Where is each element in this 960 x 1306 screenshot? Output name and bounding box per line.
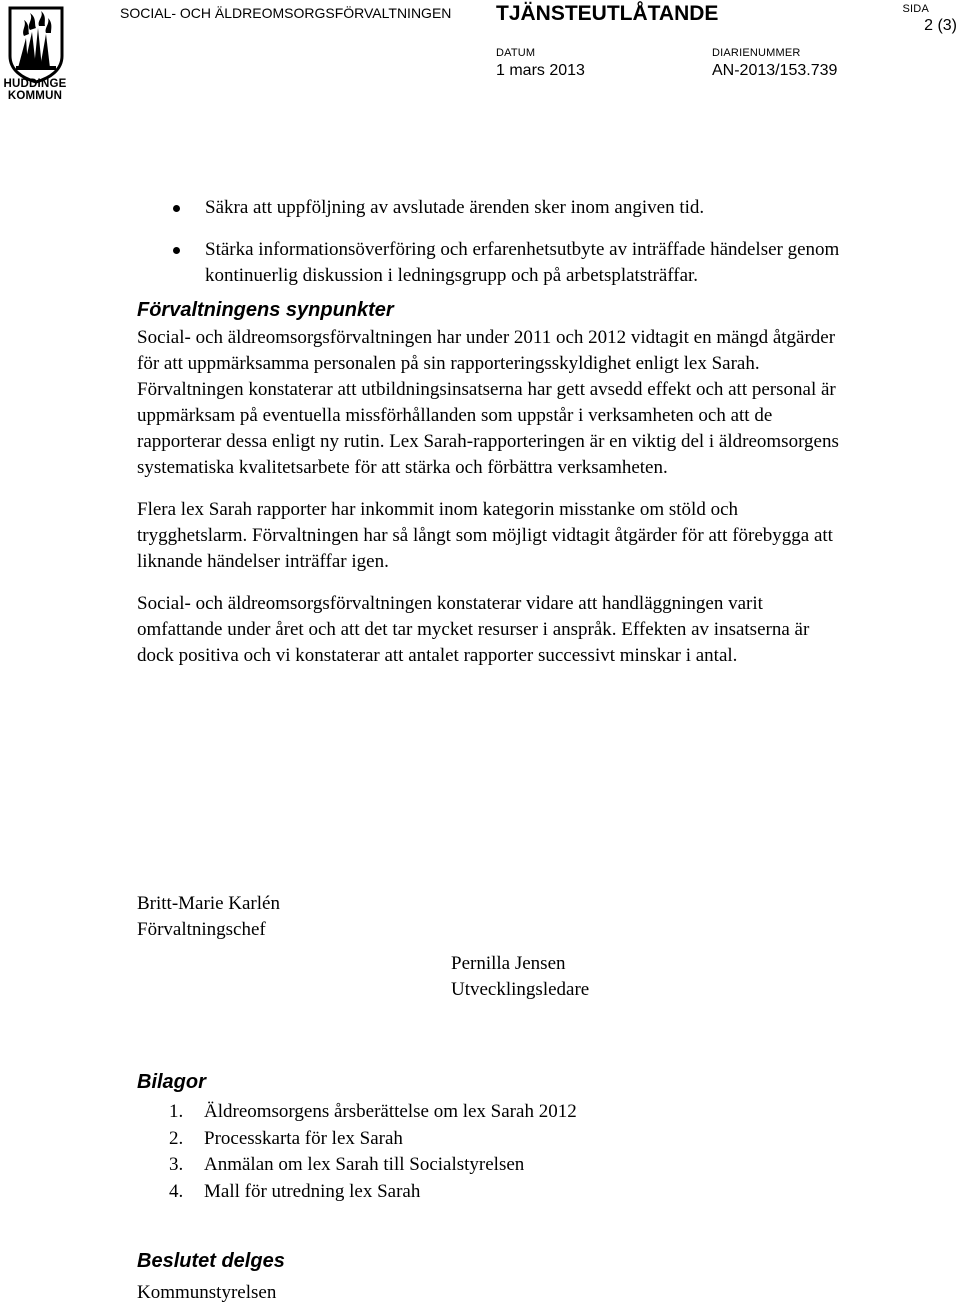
attachment-number: 3. (169, 1154, 184, 1175)
bullet-item (137, 237, 849, 289)
attachments-list (169, 1099, 577, 1205)
signature-block-1 (137, 891, 280, 943)
attachment-title: Mall för utredning lex Sarah (204, 1180, 421, 1202)
page-number: 2 (3) (924, 17, 957, 34)
department-name: SOCIAL- OCH ÄLDREOMSORGSFÖRVALTNINGEN (120, 5, 452, 21)
document-body (137, 195, 849, 669)
signature-block-2 (451, 951, 589, 1003)
bullet-text: Säkra att uppföljning av avslutade ärenden sker inom angiven tid. (205, 197, 705, 218)
attachment-item (169, 1126, 577, 1153)
attachment-number: 4. (169, 1180, 184, 1202)
distribution-heading: Beslutet delges (137, 1250, 285, 1272)
attachment-title: Äldreomsorgens årsberättelse om lex Sarah 2012 (204, 1101, 577, 1122)
paragraph: Flera lex Sarah rapporter har inkommit inom kategorin misstanke om stöld och trygghetslarm. Förvaltningen har så långt som möjligt vidtagit åtgärder för att förebygga att liknande händelser inträffar igen. (137, 499, 833, 572)
signatory-title: Förvaltningschef (137, 919, 266, 940)
paragraph: Social- och äldreomsorgsförvaltningen har under 2011 och 2012 vidtagit en mängd åtgärder för att uppmärksamma personalen på sin rapporteringsskyldighet enligt lex Sarah. Förvaltningen konstaterar att utbildningsinsatserna har gett avsedd effekt och att personal är uppmärksam på eventuella missförhållanden som uppstår i verksamheten och att de rapporterar dessa enligt ny rutin. Lex Sarah-rapporteringen är en viktig del i äldreomsorgens systematiska kvalitetsarbete för att stärka och förbättra verksamheten. (137, 327, 839, 478)
attachment-number: 1. (169, 1101, 184, 1122)
attachment-item (169, 1099, 577, 1126)
huddinge-coat-of-arms-logo (4, 4, 68, 84)
bullet-item (137, 195, 849, 221)
signatory-title: Utvecklingsledare (451, 979, 590, 1000)
logo-text-line2: KOMMUN (7, 90, 63, 102)
attachment-item (169, 1152, 577, 1179)
signatory-name: Britt-Marie Karlén (137, 893, 280, 914)
attachment-number: 2. (169, 1127, 184, 1149)
attachment-title: Processkarta för lex Sarah (204, 1127, 403, 1149)
logo-text (2, 78, 68, 102)
attachments-heading: Bilagor (137, 1071, 206, 1093)
diarienummer-label: DIARIENUMMER (712, 47, 801, 59)
bullet-dot-icon (173, 205, 180, 212)
diarienummer-value: AN-2013/153.739 (712, 62, 838, 79)
distribution-recipient: Kommunstyrelsen (137, 1282, 277, 1303)
document-type: TJÄNSTEUTLÅTANDE (496, 2, 719, 25)
attachment-title: Anmälan om lex Sarah till Socialstyrelsen (204, 1154, 525, 1175)
attachment-item (169, 1179, 577, 1206)
logo-text-line1: HUDDINGE (3, 78, 67, 90)
bullet-list (137, 195, 849, 289)
date-value: 1 mars 2013 (496, 62, 585, 79)
bullet-text: Stärka informationsöverföring och erfarenhetsutbyte av inträffade händelser genom kontinuerlig diskussion i ledningsgrupp och på arbetsplatsträffar. (205, 239, 840, 286)
date-label: DATUM (496, 47, 536, 59)
paragraph: Social- och äldreomsorgsförvaltningen konstaterar vidare att handläggningen varit omfattande under året och att det tar mycket resurser i anspråk. Effekten av insatserna är dock positiva och vi konstaterar att antalet rapporter successivt minskar i antal. (137, 593, 810, 666)
signatory-name: Pernilla Jensen (451, 953, 566, 974)
page-label: SIDA (902, 3, 929, 15)
section-heading: Förvaltningens synpunkter (137, 299, 394, 321)
bullet-dot-icon (173, 247, 180, 254)
